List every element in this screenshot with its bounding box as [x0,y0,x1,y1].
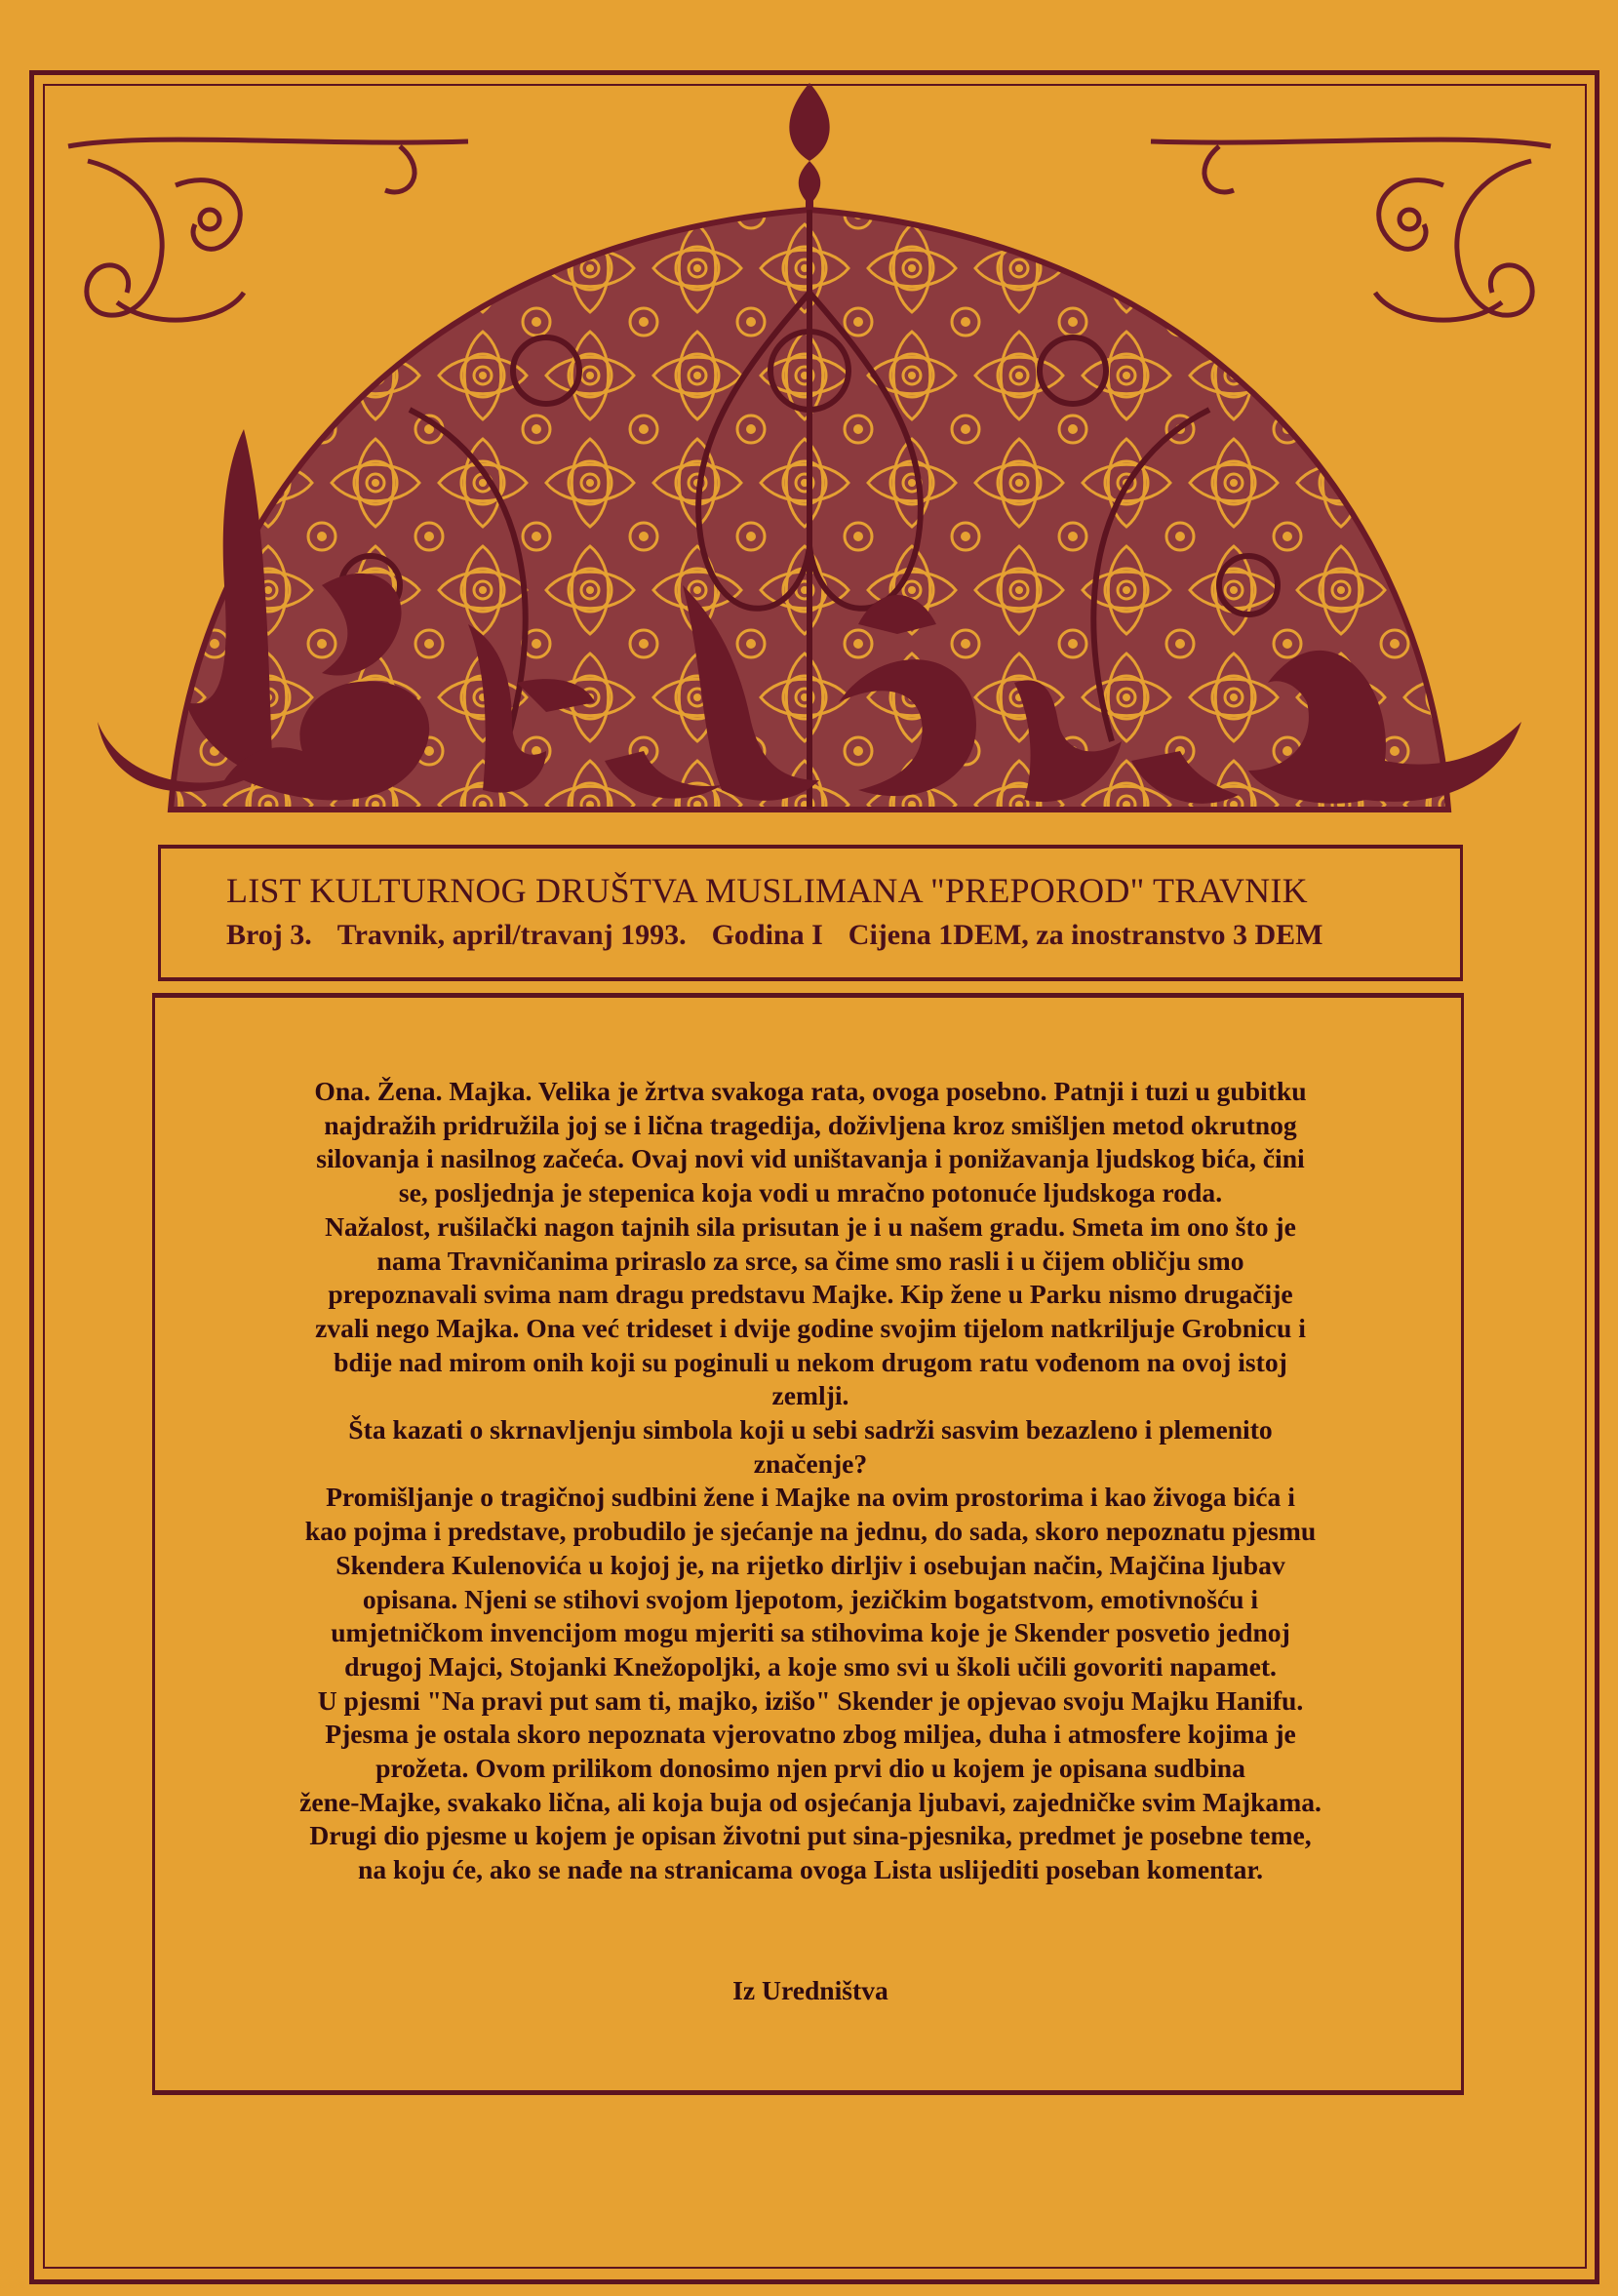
article-line: Skendera Kulenovića u kojoj je, na rijetko dirljiv i osebujan način, Majčina ljubav [335,1549,1285,1580]
left-corner-scroll [68,139,468,320]
article-line: zemlji. [771,1380,849,1411]
article-line: značenje? [753,1447,868,1479]
article-line: žene-Majke, svakako lična, ali koja buja od osjećanja ljubavi, zajedničke svim Majkama. [299,1786,1322,1817]
article-line: nama Travničanima priraslo za srce, sa čime smo rasli i u čijem obličju smo [376,1245,1244,1276]
place-date: Travnik, april/travanj 1993. [336,919,687,951]
article-line: Nažalost, rušilački nagon tajnih sila prisutan je i u našem gradu. Smeta im ono što je [325,1210,1296,1242]
article-line: prepoznavali svima nam dragu predstavu Majke. Kip žene u Parku nismo drugačije [328,1279,1293,1310]
article-line: prožeta. Ovom prilikom donosimo njen prvi dio u kojem je opisana sudbina [375,1753,1245,1784]
article-line: se, posljednja je stepenica koja vodi u mračno potonuće ljudskoga roda. [398,1177,1223,1208]
publication-year: Godina I [711,919,823,951]
article-line: Ona. Žena. Majka. Velika je žrtva svakoga rata, ovoga posebno. Patnji i tuzi u gubitku [314,1076,1307,1106]
article-line: silovanja i nasilnog začeća. Ovaj novi vid uništavanja i ponižavanja ljudskog bića, čini [316,1143,1305,1174]
publication-info-box [158,845,1463,981]
article-line: najdražih pridružila joj se i lična tragedija, doživljena kroz smišljen metod okrutnog [324,1109,1297,1140]
article-line: Šta kazati o skrnavljenju simbola koji u sebi sadrži sasvim bezazleno i plemenito [348,1414,1273,1445]
article-line: zvali nego Majka. Ona već trideset i dvije godine svojim tijelom natkriljuje Grobnicu i [315,1312,1306,1343]
article-line: opisana. Njeni se stihovi svojom ljepotom, jezičkim bogatstvom, emotivnošću i [362,1583,1259,1614]
article-text [191,1075,1430,1887]
article-line: Drugi dio pjesme u kojem je opisan životni put sina-pjesnika, predmet je posebne teme, [309,1820,1312,1851]
issue-details-line [226,919,1426,952]
issue-number: Broj 3. [226,919,312,951]
price: Cijena 1DEM, za inostranstvo 3 DEM [848,919,1323,951]
article-line: Pjesma je ostala skoro nepoznata vjerovatno zbog miljea, duha i atmosfere kojima je [325,1719,1296,1750]
article-signature: Iz Uredništva [732,1975,888,2005]
right-corner-scroll [1151,139,1551,320]
article-line: na koju će, ako se nađe na stranicama ovoga Lista uslijediti poseban komentar. [357,1854,1264,1885]
article-line: U pjesmi "Na pravi put sam ti, majko, izišo" Skender je opjevao svoju Majku Hanifu. [317,1684,1304,1716]
publication-title-line: LIST KULTURNOG DRUŠTVA MUSLIMANA "PREPOROD" TRAVNIK [226,871,1308,910]
article-line: bdije nad mirom onih koji su poginuli u nekom drugom ratu vođenom na ovoj istoj [334,1346,1287,1377]
masthead-ornament [0,0,1618,858]
article-line: umjetničkom invencijom mogu mjeriti sa stihovima koje je Skender posvetio jednoj [331,1617,1290,1648]
article-line: drugoj Majci, Stojanki Knežopoljki, a koje smo svi u školi učili govoriti napamet. [344,1650,1277,1682]
article-line: Promišljanje o tragičnoj sudbini žene i Majke na ovim prostorima i kao živoga bića i [326,1482,1295,1513]
article-line: kao pojma i predstave, probudilo je sjećanje na jednu, do sada, skoro nepoznatu pjesmu [304,1516,1317,1547]
dome-finial [789,83,829,219]
